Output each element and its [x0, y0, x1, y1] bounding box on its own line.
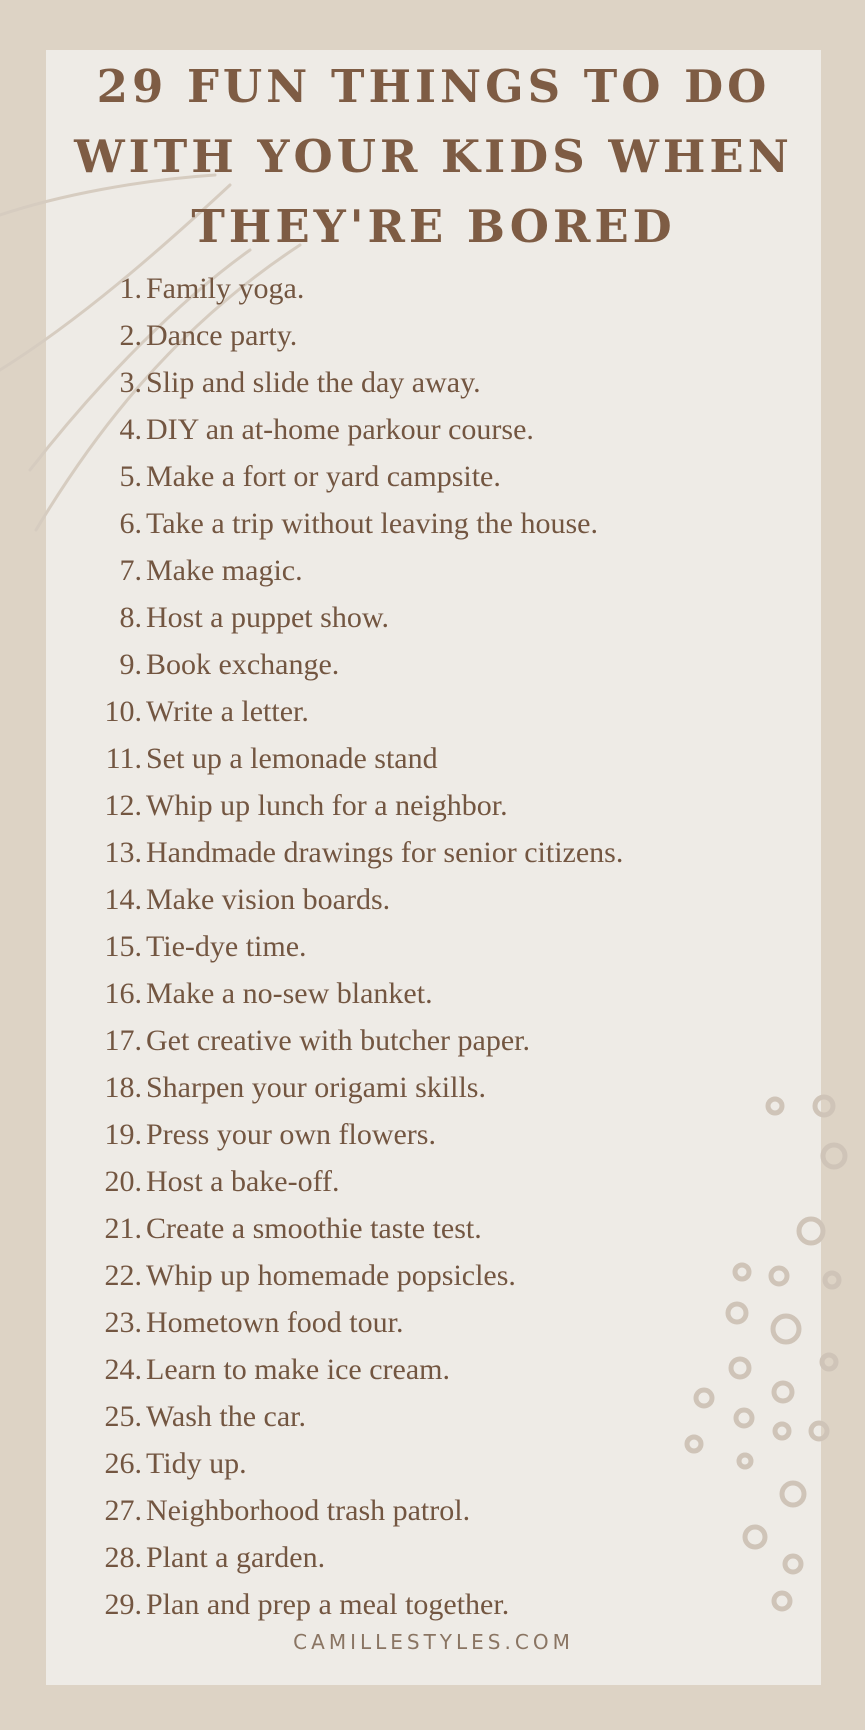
list-item	[60, 876, 800, 923]
list-item	[60, 1487, 800, 1534]
item-text: Host a bake-off.	[146, 1164, 340, 1198]
list-item	[60, 1346, 800, 1393]
activity-list	[60, 265, 800, 1628]
item-text: Learn to make ice cream.	[146, 1352, 450, 1386]
item-number: 27.	[104, 1493, 142, 1527]
item-number: 28.	[104, 1540, 142, 1574]
item-text: Plan and prep a meal together.	[146, 1587, 510, 1621]
list-item	[60, 970, 800, 1017]
item-text: Get creative with butcher paper.	[146, 1023, 530, 1057]
item-text: Slip and slide the day away.	[146, 365, 481, 399]
item-number: 15.	[104, 929, 142, 963]
list-item	[60, 1017, 800, 1064]
item-number: 22.	[104, 1258, 142, 1292]
title-line: 29 FUN THINGS TO DO	[96, 60, 771, 113]
item-number: 3.	[119, 365, 142, 399]
list-item	[60, 1534, 800, 1581]
list-item	[60, 1252, 800, 1299]
list-item	[60, 829, 800, 876]
item-number: 5.	[119, 459, 142, 493]
list-item	[60, 923, 800, 970]
list-item	[60, 1064, 800, 1111]
item-number: 14.	[104, 882, 142, 916]
item-text: Hometown food tour.	[146, 1305, 404, 1339]
item-text: Host a puppet show.	[146, 600, 390, 634]
item-number: 25.	[104, 1399, 142, 1433]
page-title	[46, 52, 821, 262]
item-number: 13.	[104, 835, 142, 869]
item-number: 19.	[104, 1117, 142, 1151]
item-text: Family yoga.	[146, 271, 305, 305]
item-number: 10.	[104, 694, 142, 728]
item-text: Take a trip without leaving the house.	[146, 506, 598, 540]
item-text: Handmade drawings for senior citizens.	[146, 835, 624, 869]
list-item	[60, 312, 800, 359]
list-item	[60, 1158, 800, 1205]
item-text: Wash the car.	[146, 1399, 307, 1433]
list-item	[60, 406, 800, 453]
list-item	[60, 782, 800, 829]
list-item	[60, 688, 800, 735]
item-number: 16.	[104, 976, 142, 1010]
list-item	[60, 1440, 800, 1487]
item-text: Make a fort or yard campsite.	[146, 459, 501, 493]
item-number: 24.	[104, 1352, 142, 1386]
list-item	[60, 1299, 800, 1346]
site-credit: CAMILLESTYLES.COM	[293, 1630, 574, 1654]
list-item	[60, 594, 800, 641]
title-line: THEY'RE BORED	[191, 200, 676, 253]
list-item	[60, 359, 800, 406]
item-text: Plant a garden.	[146, 1540, 326, 1574]
list-item	[60, 641, 800, 688]
item-text: Set up a lemonade stand	[146, 741, 438, 775]
item-number: 1.	[119, 271, 142, 305]
deco-dot	[825, 1273, 839, 1287]
item-text: Tie-dye time.	[146, 929, 307, 963]
list-item	[60, 265, 800, 312]
item-number: 9.	[119, 647, 142, 681]
item-number: 21.	[104, 1211, 142, 1245]
item-text: Dance party.	[146, 318, 298, 352]
list-item	[60, 1111, 800, 1158]
item-number: 12.	[104, 788, 142, 822]
item-number: 18.	[104, 1070, 142, 1104]
item-number: 26.	[104, 1446, 142, 1480]
title-line: WITH YOUR KIDS WHEN	[74, 130, 793, 183]
list-item	[60, 500, 800, 547]
item-text: Make vision boards.	[146, 882, 391, 916]
item-number: 8.	[119, 600, 142, 634]
item-number: 7.	[119, 553, 142, 587]
list-item	[60, 453, 800, 500]
item-text: Whip up lunch for a neighbor.	[146, 788, 508, 822]
item-number: 2.	[119, 318, 142, 352]
list-item	[60, 547, 800, 594]
list-item	[60, 1581, 800, 1628]
deco-dot	[823, 1145, 845, 1167]
item-text: Write a letter.	[146, 694, 309, 728]
item-text: Make magic.	[146, 553, 303, 587]
item-text: Neighborhood trash patrol.	[146, 1493, 471, 1527]
item-text: Create a smoothie taste test.	[146, 1211, 482, 1245]
item-text: DIY an at-home parkour course.	[146, 412, 534, 446]
item-text: Press your own flowers.	[146, 1117, 436, 1151]
list-item	[60, 1393, 800, 1440]
list-item	[60, 735, 800, 782]
item-text: Tidy up.	[146, 1446, 247, 1480]
list-item	[60, 1205, 800, 1252]
item-number: 29.	[104, 1587, 142, 1621]
deco-dot	[822, 1355, 836, 1369]
item-text: Whip up homemade popsicles.	[146, 1258, 516, 1292]
item-number: 17.	[104, 1023, 142, 1057]
item-number: 23.	[104, 1305, 142, 1339]
item-number: 4.	[119, 412, 142, 446]
item-number: 20.	[104, 1164, 142, 1198]
item-text: Book exchange.	[146, 647, 340, 681]
item-number: 6.	[119, 506, 142, 540]
item-text: Make a no-sew blanket.	[146, 976, 433, 1010]
item-number: 11.	[105, 741, 142, 775]
item-text: Sharpen your origami skills.	[146, 1070, 486, 1104]
